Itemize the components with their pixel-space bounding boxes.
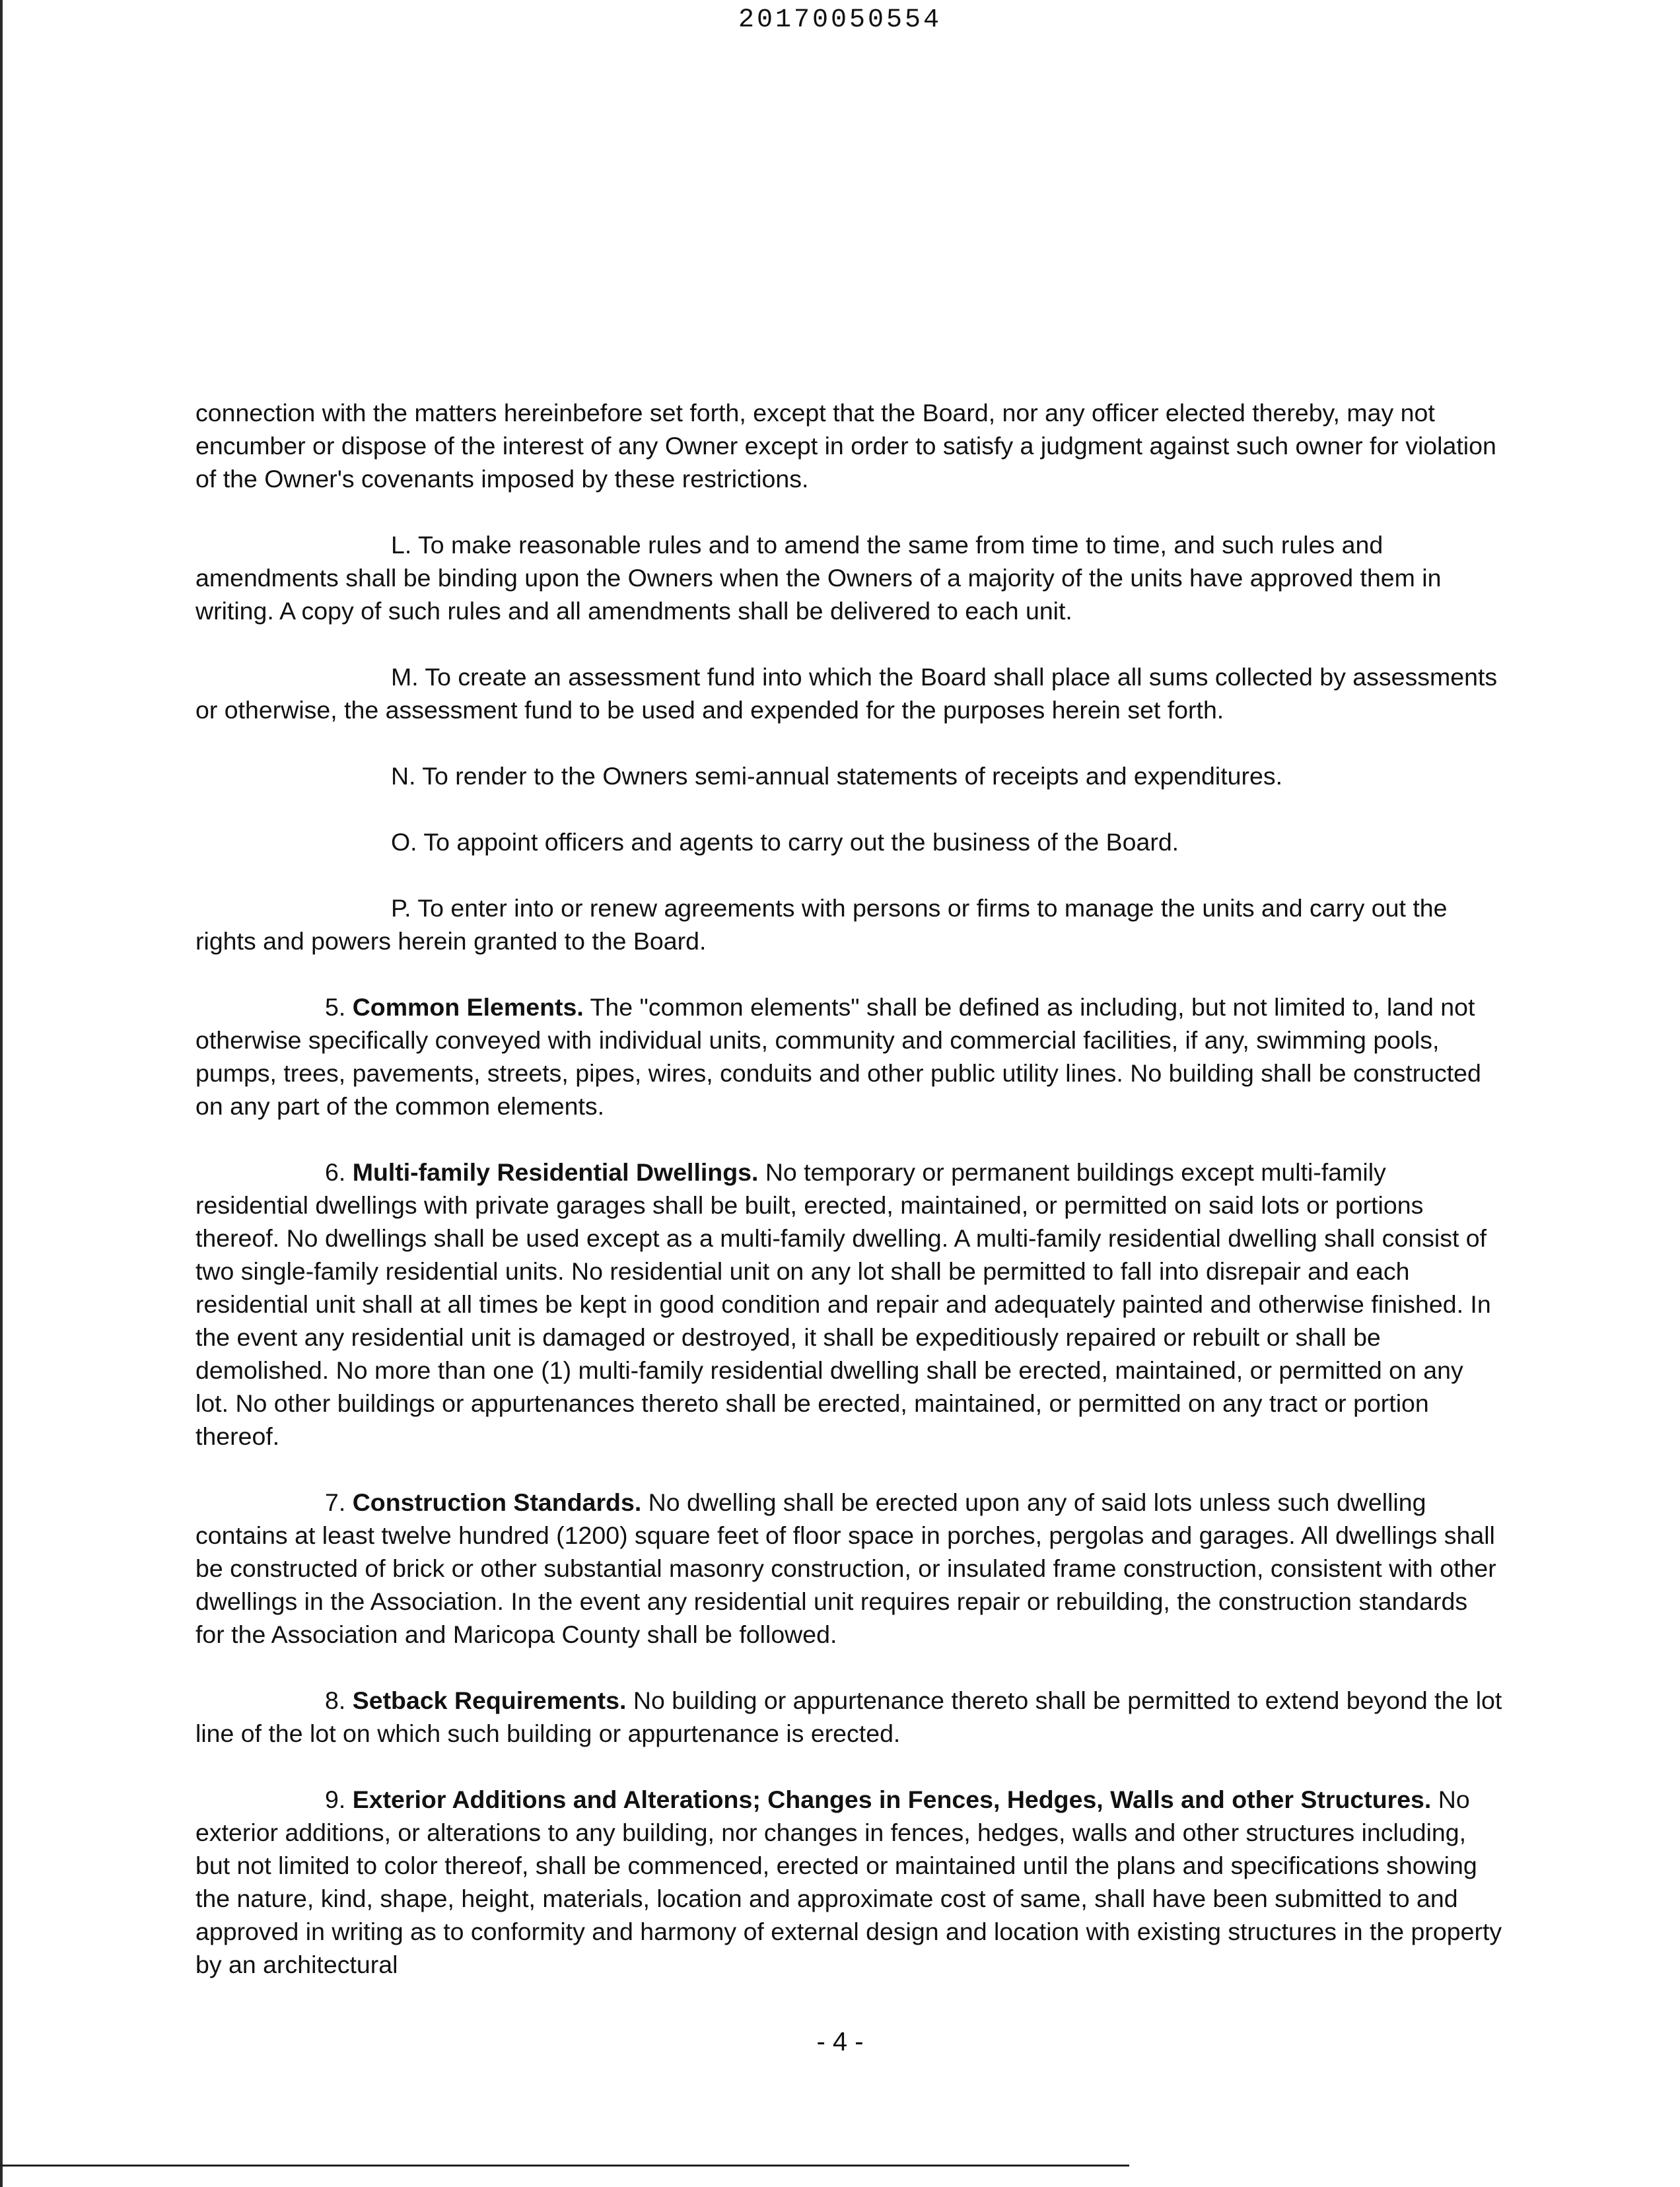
- section-5-heading: Common Elements.: [352, 993, 584, 1021]
- recording-number: 20170050554: [738, 5, 942, 35]
- paragraph-intro: connection with the matters hereinbefore set forth, except that the Board, nor any officer elected thereby, may not encumber or dispose of the interest of any Owner except in order to satisfy a judgment against such owner for violation of the Owner's covenants imposed by these restrictions.: [195, 399, 1496, 493]
- paragraph-item-o: O. To appoint officers and agents to carry out the business of the Board.: [391, 828, 1179, 856]
- section-7-heading: Construction Standards.: [352, 1488, 642, 1516]
- paragraph-item-p: P. To enter into or renew agreements with persons or firms to manage the units and carry out the rights and powers herein granted to the Board.: [195, 894, 1448, 955]
- section-5-text: The "common elements" shall be defined as including, but not limited to, land not otherwise specifically conveyed with individual units, community and commercial facilities, if any, swimming pools, pumps, trees, pavements, streets, pipes, wires, conduits and other public utility lines. No building shall be constructed on any part of the common elements.: [195, 993, 1481, 1120]
- paragraph-item-m: M. To create an assessment fund into which the Board shall place all sums collected by assessments or otherwise, the assessment fund to be used and expended for the purposes herein set forth.: [195, 663, 1498, 724]
- page-number: - 4 -: [816, 2027, 864, 2056]
- section-9-number: 9.: [325, 1786, 346, 1813]
- section-9-text: No exterior additions, or alterations to any building, nor changes in fences, hedges, walls and other structures including, but not limited to color thereof, shall be commenced, erected or maintained until the plans and specifications showing the nature, kind, shape, height, materials, location and approximate cost of same, shall have been submitted to and approved in writing as to conformity and harmony of external design and location with existing structures in the property by an architectural: [195, 1786, 1502, 1978]
- section-8-number: 8.: [325, 1686, 346, 1714]
- section-5: [195, 990, 1503, 1123]
- section-6-text: No temporary or permanent buildings except multi-family residential dwellings with private garages shall be built, erected, maintained, or permitted on said lots or portions thereof. No dwellings shall be used except as a multi-family dwelling. A multi-family residential dwelling shall consist of two single-family residential units. No residential unit on any lot shall be permitted to fall into disrepair and each residential unit shall at all times be kept in good condition and repair and adequately painted and otherwise finished. In the event any residential unit is damaged or destroyed, it shall be expeditiously repaired or rebuilt or shall be demolished. No more than one (1) multi-family residential dwelling shall be erected, maintained, or permitted on any lot. No other buildings or appurtenances thereto shall be erected, maintained, or permitted on any tract or portion thereof.: [195, 1158, 1491, 1450]
- section-9: [195, 1783, 1503, 1981]
- paragraph-item-n: N. To render to the Owners semi-annual statements of receipts and expenditures.: [391, 762, 1283, 790]
- section-7-text: No dwelling shall be erected upon any of said lots unless such dwelling contains at least twelve hundred (1200) square feet of floor space in porches, pergolas and garages. All dwellings shall be constructed of brick or other substantial masonry construction, or insulated frame construction, consistent with other dwellings in the Association. In the event any residential unit requires repair or rebuilding, the construction standards for the Association and Maricopa County shall be followed.: [195, 1488, 1496, 1648]
- section-6: [195, 1156, 1503, 1453]
- section-8: [195, 1684, 1503, 1750]
- section-7: [195, 1486, 1503, 1651]
- bottom-rule: [0, 2165, 1129, 2167]
- section-6-heading: Multi-family Residential Dwellings.: [352, 1158, 759, 1186]
- scan-edge: [0, 0, 3, 2187]
- section-9-heading: Exterior Additions and Alterations; Changes in Fences, Hedges, Walls and other Structures.: [352, 1786, 1432, 1813]
- paragraph-item-l: L. To make reasonable rules and to amend the same from time to time, and such rules and amendments shall be binding upon the Owners when the Owners of a majority of the units have approved them in writing. A copy of such rules and all amendments shall be delivered to each unit.: [195, 531, 1442, 625]
- section-8-text: No building or appurtenance thereto shall be permitted to extend beyond the lot line of the lot on which such building or appurtenance is erected.: [195, 1686, 1502, 1747]
- section-6-number: 6.: [325, 1158, 346, 1186]
- document-body: [195, 396, 1503, 2014]
- section-5-number: 5.: [325, 993, 346, 1021]
- section-7-number: 7.: [325, 1488, 346, 1516]
- section-8-heading: Setback Requirements.: [352, 1686, 627, 1714]
